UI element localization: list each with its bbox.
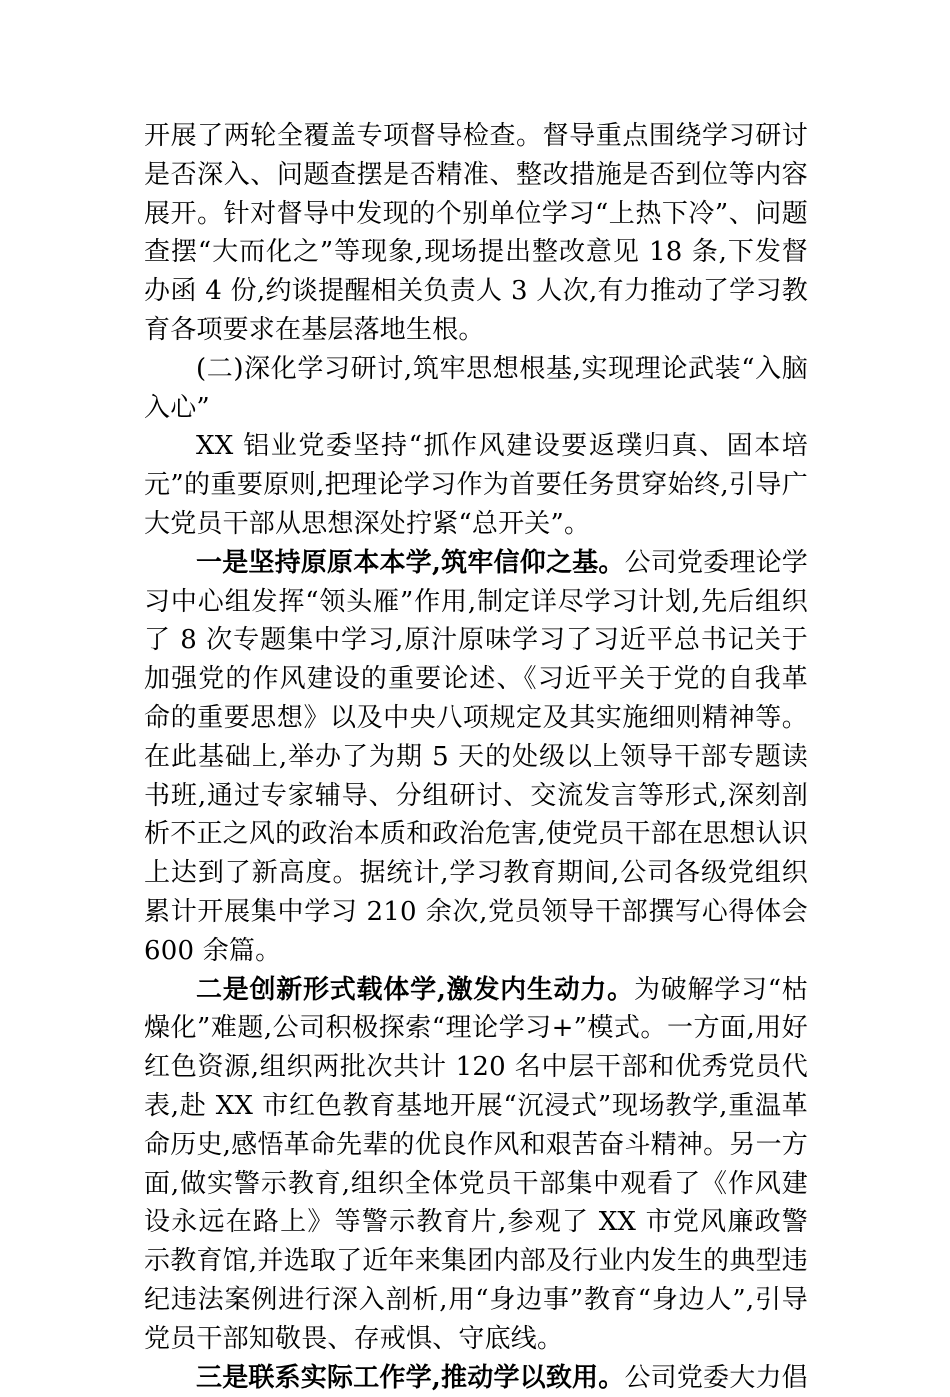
paragraph-text: XX 铝业党委坚持“抓作风建设要返璞归真、固本培元”的重要原则,把理论学习作为首要任务贯穿始终,引导广大党员干部从思想深处拧紧“总开关”。	[144, 431, 808, 539]
paragraph-text: 开展了两轮全覆盖专项督导检查。督导重点围绕学习研讨是否深入、问题查摆是否精准、整改措施是否到位等内容展开。针对督导中发现的个别单位学习“上热下冷”、问题查摆“大而化之”等现象,现场提出整改意见 18 条,下发督办函 4 份,约谈提醒相关负责人 3 人次,有力推动了学习教育各项要求在基层落地生根。	[144, 121, 808, 345]
document-body	[144, 117, 808, 1397]
paragraph-point-1	[144, 544, 808, 971]
paragraph-supervision	[144, 117, 808, 350]
section-heading-2	[144, 350, 808, 428]
point-2-lead: 二是创新形式载体学,激发内生动力。	[196, 975, 634, 1005]
point-2-text: 为破解学习“枯燥化”难题,公司积极探索“理论学习+”模式。一方面,用好红色资源,组织两批次共计 120 名中层干部和优秀党员代表,赴 XX 市红色教育基地开展“沉浸式”现场教学,重温革命历史,感悟革命先辈的优良作风和艰苦奋斗精神。另一方面,做实警示教育,组织全体党员干部集中观看了《作风建设永远在路上》等警示教育片,参观了 XX 市党风廉政警示教育馆,并选取了近年来集团内部及行业内发生的典型违纪违法案例进行深入剖析,用“身边事”教育“身边人”,引导党员干部知敬畏、存戒惧、守底线。	[144, 975, 808, 1354]
paragraph-party-committee	[144, 427, 808, 543]
point-3-text: 公司党委大力倡	[624, 1363, 807, 1393]
point-3-lead: 三是联系实际工作学,推动学以致用。	[196, 1363, 624, 1393]
paragraph-point-2	[144, 971, 808, 1359]
section-heading-text: (二)深化学习研讨,筑牢思想根基,实现理论武装“入脑入心”	[144, 354, 808, 423]
paragraph-point-3	[144, 1359, 808, 1397]
point-1-text: 公司党委理论学习中心组发挥“领头雁”作用,制定详尽学习计划,先后组织了 8 次专题集中学习,原汁原味学习了习近平总书记关于加强党的作风建设的重要论述、《习近平关于党的自我革命的重要思想》以及中央八项规定及其实施细则精神等。在此基础上,举办了为期 5 天的处级以上领导干部专题读书班,通过专家辅导、分组研讨、交流发言等形式,深刻剖析不正之风的政治本质和政治危害,使党员干部在思想认识上达到了新高度。据统计,学习教育期间,公司各级党组织累计开展集中学习 210 余次,党员领导干部撰写心得体会 600 余篇。	[144, 548, 808, 966]
point-1-lead: 一是坚持原原本本学,筑牢信仰之基。	[196, 548, 625, 578]
